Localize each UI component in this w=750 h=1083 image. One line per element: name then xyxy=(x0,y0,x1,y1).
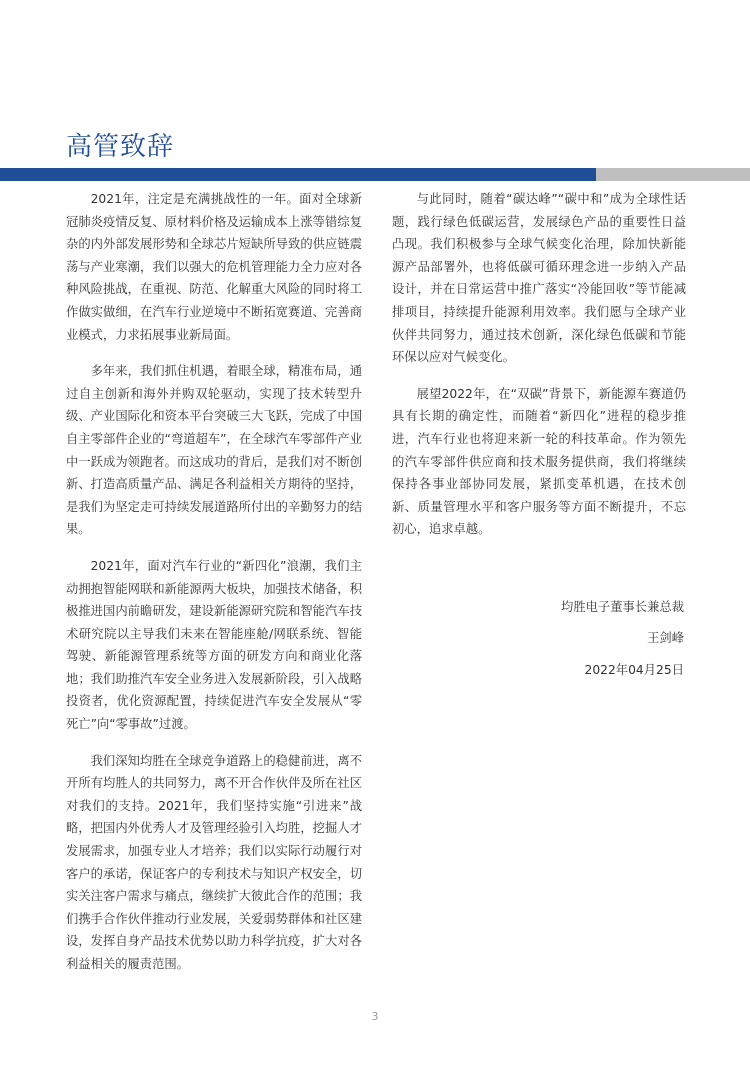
paragraph: 2021年，注定是充满挑战性的一年。面对全球新冠肺炎疫情反复、原材料价格及运输成本上涨等错综复杂的内外部发展形势和全球芯片短缺所导致的供应链震荡与产业寒潮，我们以强大的危机管理能力全力应对各种风险挑战，在重视、防范、化解重大风险的同时将工作做实做细，在汽车行业逆境中不断拓宽赛道、完善商业模式，力求拓展事业新局面。 xyxy=(66,192,362,342)
page-title: 高管致辞 xyxy=(66,132,175,162)
paragraph: 2021年，面对汽车行业的“新四化”浪潮，我们主动拥抱智能网联和新能源两大板块，加强技术储备，积极推进国内前瞻研发，建设新能源研究院和智能汽车技术研究院以主导我们未来在智能座舱/网联系统、智能驾驶、新能源管理系统等方面的研发方向和商业化落地；我们助推汽车安全业务进入发展新阶段，引入战略投资者，优化资源配置，持续促进汽车安全发展从“零死亡”向“零事故”过渡。 xyxy=(66,558,362,732)
paragraph: 展望2022年，在“双碳”背景下，新能源车赛道仍具有长期的确定性，而随着“新四化”进程的稳步推进，汽车行业也将迎来新一轮的科技革命。作为领先的汽车零部件供应商和技术服务提供商，我们将继续保持各事业部协同发展，紧抓变革机遇，在技术创新、质量管理水平和客户服务等方面不断提升，不忘初心，追求卓越。 xyxy=(392,386,686,537)
page-number: 3 xyxy=(371,1010,379,1023)
signature-title: 均胜电子董事长兼总裁 xyxy=(561,600,684,614)
paragraph: 与此同时，随着“碳达峰”“碳中和”成为全球性话题，践行绿色低碳运营，发展绿色产品的重要性日益凸现。我们积极参与全球气候变化治理，除加快新能源产品部署外，也将低碳可循环理念进一步纳入产品设计，并在日常运营中推广落实“冷能回收”等节能减排项目，持续提升能源利用效率。我们愿与全球产业伙伴共同努力，通过技术创新，深化绿色低碳和节能环保以应对气候变化。 xyxy=(392,192,686,365)
paragraph: 我们深知均胜在全球竞争道路上的稳健前进，离不开所有均胜人的共同努力，离不开合作伙伴及所在社区对我们的支持。2021年，我们坚持实施“引进来”战略，把国内外优秀人才及管理经验引入均胜，挖掘人才发展需求，加强专业人才培养；我们以实际行动履行对客户的承诺，保证客户的专利技术与知识产权安全，切实关注客户需求与痛点，继续扩大彼此合作的范围；我们携手合作伙伴推动行业发展，关爱弱势群体和社区建设，发挥自身产品技术优势以助力科学抗疫，扩大对各利益相关的履责范围。 xyxy=(66,753,362,971)
right-column xyxy=(392,188,686,555)
signature-date: 2022年04月25日 xyxy=(584,663,684,677)
header-band-blue xyxy=(0,168,596,181)
header-band-gray xyxy=(596,168,750,181)
signature-name: 王剑峰 xyxy=(647,631,684,645)
paragraph: 多年来，我们抓住机遇，着眼全球，精准布局，通过自主创新和海外并购双轮驱动，实现了技术转型升级、产业国际化和资本平台突破三大飞跃，完成了中国自主零部件企业的“弯道超车”，在全球汽车零部件产业中一跃成为领跑者。而这成功的背后，是我们对不断创新、打造高质量产品、满足各利益相关方期待的坚持，是我们为坚定走可持续发展道路所付出的辛勤努力的结果。 xyxy=(66,364,362,537)
left-column xyxy=(66,188,362,990)
